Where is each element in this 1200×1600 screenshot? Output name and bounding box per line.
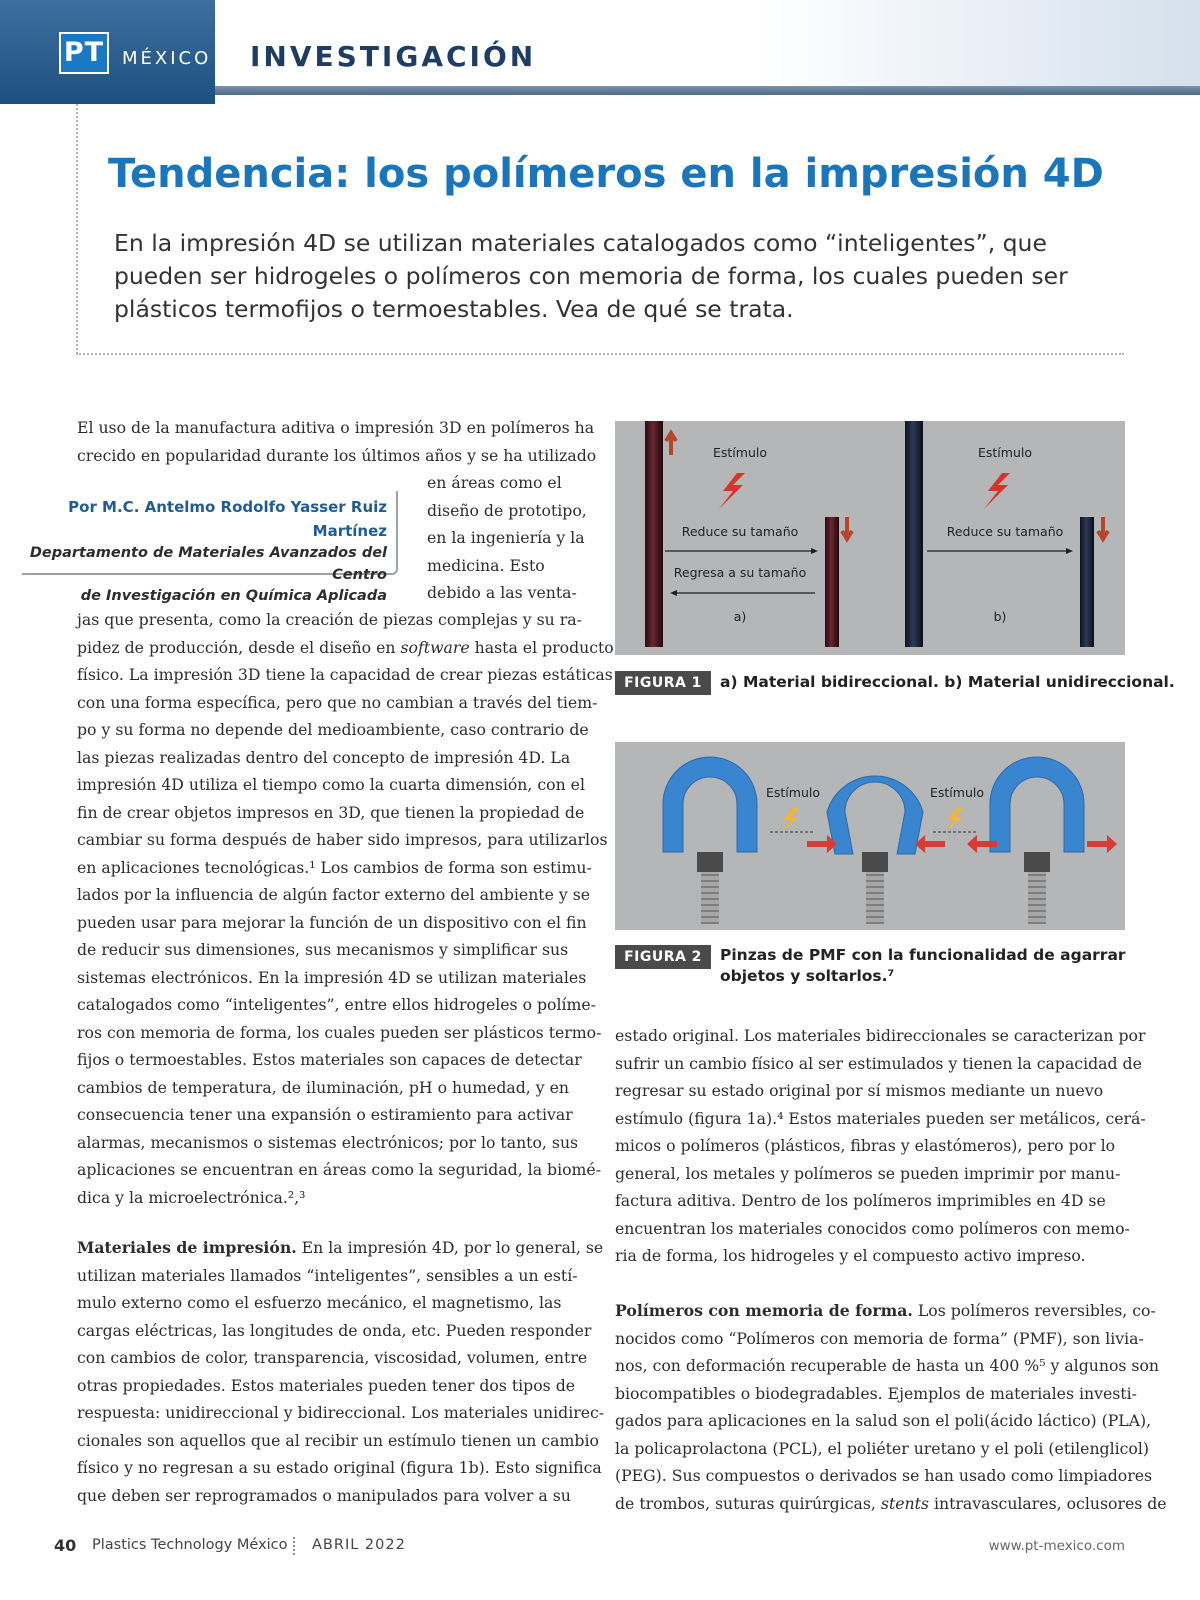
text-run: En la impresión 4D, por lo general, se xyxy=(296,1238,604,1257)
lightning-bolt-icon xyxy=(719,473,745,509)
stimulus-label-b: Estímulo xyxy=(977,445,1033,460)
text-line: las piezas realizadas dentro del concepto de impresión 4D. La xyxy=(77,747,571,767)
text-line: (PEG). Sus compuestos o derivados se han usado como limpiadores xyxy=(615,1466,1153,1485)
text-line xyxy=(77,634,614,662)
lightning-bolt-icon xyxy=(781,808,799,832)
section-heading-materiales: Materiales de impresión. xyxy=(77,1238,297,1257)
text-run: intravasculares, oclusores de xyxy=(929,1493,1167,1513)
header-rule xyxy=(215,86,1200,95)
panel-label-a: a) xyxy=(733,609,747,624)
text-run: pidez de producción, desde el diseño en xyxy=(77,637,401,657)
issue-date: ABRIL 2022 xyxy=(312,1537,406,1553)
text-run: Los polímeros reversibles, co- xyxy=(912,1301,1156,1320)
gripper-open-2 xyxy=(990,757,1084,852)
rod-short-b xyxy=(1080,517,1094,647)
figure-2-illustration xyxy=(615,742,1125,930)
text-line: mulo externo como el esfuerzo mecánico, el magnetismo, las xyxy=(77,1293,562,1312)
body-section-pmf xyxy=(615,1297,1167,1517)
section-label: INVESTIGACIÓN xyxy=(250,40,537,73)
body-col1-main xyxy=(77,606,614,1211)
brand-country: MÉXICO xyxy=(122,48,212,69)
lightning-bolt-icon xyxy=(984,473,1010,509)
byline-dept-2: de Investigación en Química Aplicada xyxy=(80,588,387,604)
text-line: fijos o termoestables. Estos materiales son capaces de detectar xyxy=(77,1050,582,1069)
title-divider-vertical xyxy=(76,104,78,354)
body-col2-top xyxy=(615,1022,1146,1270)
text-line: nocidos como “Polímeros con memoria de forma” (PMF), son livia- xyxy=(615,1328,1144,1348)
arrow-right-icon xyxy=(811,548,818,554)
text-line: físico. La impresión 3D tiene la capacidad de crear piezas estáticas xyxy=(77,665,613,684)
rod-short-a xyxy=(825,517,839,647)
text-line: en la ingeniería y la xyxy=(427,528,585,547)
text-line: en áreas como el xyxy=(427,473,562,492)
text-line: con cambios de color, transparencia, viscosidad, volumen, entre xyxy=(77,1348,588,1367)
rod-tall-b xyxy=(905,421,923,647)
figure-2-tag: FIGURA 2 xyxy=(615,945,711,969)
caption-line: objetos y soltarlos.⁷ xyxy=(720,967,895,985)
lightning-bolt-icon xyxy=(945,808,963,832)
body-section-materiales xyxy=(77,1234,604,1509)
screw-thread xyxy=(701,872,719,924)
caption-line: Pinzas de PMF con la funcionalidad de agarrar xyxy=(720,946,1126,964)
screw-thread xyxy=(866,872,884,924)
text-line: estímulo (figura 1a).⁴ Estos materiales pueden ser metálicos, cerá- xyxy=(615,1108,1146,1128)
stimulus-label-1: Estímulo xyxy=(765,785,821,800)
text-line: diseño de prototipo, xyxy=(427,500,587,520)
text-line: pueden usar para mejorar la función de un dispositivo con el fin xyxy=(77,912,587,932)
text-line: cambiar su forma después de haber sido impresos, para utilizarlos xyxy=(77,830,608,849)
figure-2-caption xyxy=(720,945,1126,987)
text-line: regresar su estado original por sí mismos mediante un nuevo xyxy=(615,1081,1104,1100)
arrow-up-icon xyxy=(666,433,676,455)
footer-separator xyxy=(293,1537,295,1555)
text-line: la policaprolactona (PCL), el poliéter uretano y el poli (etilenglicol) xyxy=(615,1438,1150,1458)
text-line: consecuencia tener una expansión o estiramiento para activar xyxy=(77,1105,573,1124)
text-run: hasta el producto xyxy=(469,637,614,657)
screw-head xyxy=(697,852,723,872)
article-title: Tendencia: los polímeros en la impresión 4D xyxy=(108,151,1104,197)
title-divider-horizontal xyxy=(76,353,1124,355)
text-line: debido a las venta- xyxy=(427,583,577,602)
screw-head xyxy=(1024,852,1050,872)
text-line: impresión 4D utiliza el tiempo como la cuarta dimensión, con el xyxy=(77,775,585,794)
figure-1-tag: FIGURA 1 xyxy=(615,671,711,695)
brand-block xyxy=(0,0,215,104)
gripper-open-1 xyxy=(663,757,757,852)
text-line: respuesta: unidireccional y bidireccional. Los materiales unidirec- xyxy=(77,1403,605,1422)
text-line: físico y no regresan a su estado original (figura 1b). Esto significa xyxy=(77,1458,602,1477)
text-line: micos o polímeros (plásticos, fibras y elastómeros), pero por lo xyxy=(615,1136,1116,1155)
text-line: aplicaciones se encuentran en áreas como la seguridad, la biomé- xyxy=(77,1160,601,1179)
text-line: otras propiedades. Estos materiales pueden tener dos tipos de xyxy=(77,1375,576,1395)
body-col1-top xyxy=(77,414,596,469)
text-line: estado original. Los materiales bidireccionales se caracterizan por xyxy=(615,1026,1146,1045)
stimulus-label-2: Estímulo xyxy=(929,785,985,800)
arrow-left-icon xyxy=(670,590,677,596)
text-line: biocompatibles o biodegradables. Ejemplos de materiales investi- xyxy=(615,1383,1137,1403)
text-line: catalogados como “inteligentes”, entre ellos hidrogeles o políme- xyxy=(77,995,596,1014)
text-line: lados por la influencia de algún factor externo del ambiente y se xyxy=(77,885,591,904)
text-line: de reducir sus dimensiones, sus mecanismos y simplificar sus xyxy=(77,940,569,959)
text-run: de trombos, suturas quirúrgicas, xyxy=(615,1493,881,1513)
arrow-down-icon xyxy=(1098,517,1108,539)
arrow-left-icon xyxy=(915,835,945,853)
figure-2-image xyxy=(615,742,1125,930)
arrow-down-icon xyxy=(842,517,852,539)
text-line: factura aditiva. Dentro de los polímeros imprimibles en 4D se xyxy=(615,1191,1106,1210)
reduce-label-a: Reduce su tamaño xyxy=(681,524,799,539)
text-run-italic: software xyxy=(400,637,470,657)
text-line: fin de crear objetos impresos en 3D, que tienen la propiedad de xyxy=(77,802,585,822)
text-run-italic: stents xyxy=(880,1493,929,1513)
article-dek: En la impresión 4D se utilizan materiales catalogados como “inteligentes”, que pueden ser hidrogeles o polímeros con memoria de forma, los cuales pueden ser plásticos termofijos o termoestables. Vea de qué se trata. xyxy=(114,229,1068,323)
body-col1-wrap xyxy=(427,469,587,607)
screw-thread xyxy=(1028,872,1046,924)
text-line: jas que presenta, como la creación de piezas complejas y su ra- xyxy=(77,610,582,629)
text-line: cargas eléctricas, las longitudes de onda, etc. Pueden responder xyxy=(77,1320,592,1340)
text-line: nos, con deformación recuperable de hasta un 400 %⁵ y algunos son xyxy=(615,1356,1160,1375)
figure-1-illustration xyxy=(615,421,1125,655)
text-line: El uso de la manufactura aditiva o impresión 3D en polímeros ha xyxy=(77,418,595,437)
text-line: sistemas electrónicos. En la impresión 4D se utilizan materiales xyxy=(77,967,587,987)
pt-logo: PT xyxy=(59,32,109,74)
text-line: general, los metales y polímeros se pueden imprimir por manu- xyxy=(615,1163,1121,1183)
rod-tall-a xyxy=(645,421,663,647)
text-line: cambios de temperatura, de iluminación, pH o humedad, y en xyxy=(77,1077,570,1097)
text-line: gados para aplicaciones en la salud son el poli(ácido láctico) (PLA), xyxy=(615,1411,1152,1430)
figure-1-caption: a) Material bidireccional. b) Material unidireccional. xyxy=(720,673,1175,691)
screw-head xyxy=(862,852,888,872)
text-line xyxy=(615,1297,1167,1325)
text-line: que deben ser reprogramados o manipulados para volver a su xyxy=(77,1485,571,1505)
text-line: encuentran los materiales conocidos como polímeros con memo- xyxy=(615,1218,1130,1238)
text-line: crecido en popularidad durante los últimos años y se ha utilizado xyxy=(77,445,597,465)
website-link[interactable]: www.pt-mexico.com xyxy=(988,1538,1125,1554)
text-line: alarmas, mecanismos o sistemas electrónicos; por lo tanto, sus xyxy=(77,1132,579,1152)
page-number: 40 xyxy=(54,1536,77,1555)
reduce-label-b: Reduce su tamaño xyxy=(946,524,1064,539)
panel-label-b: b) xyxy=(993,609,1007,624)
text-line: po y su forma no depende del medioambiente, caso contrario de xyxy=(77,720,589,739)
returns-label-a: Regresa a su tamaño xyxy=(673,565,807,580)
byline-author: Por M.C. Antelmo Rodolfo Yasser Ruiz Martínez xyxy=(68,498,387,540)
byline-dept-1: Departamento de Materiales Avanzados del Centro xyxy=(29,545,387,583)
text-line xyxy=(77,1234,604,1262)
text-line: cionales son aquellos que al recibir un estímulo tienen un cambio xyxy=(77,1430,599,1450)
arrow-right-icon xyxy=(1066,548,1073,554)
text-line: sufrir un cambio físico al ser estimulados y tienen la capacidad de xyxy=(615,1053,1142,1073)
arrow-right-icon xyxy=(1087,835,1117,853)
text-line: en aplicaciones tecnológicas.¹ Los cambios de forma son estimu- xyxy=(77,857,592,877)
text-line: utilizan materiales llamados “inteligentes”, sensibles a un estí- xyxy=(77,1265,578,1285)
text-line: con una forma específica, pero que no cambian a través del tiem- xyxy=(77,692,598,712)
publication-name: Plastics Technology México xyxy=(92,1537,288,1553)
text-line: ria de forma, los hidrogeles y el compuesto activo impreso. xyxy=(615,1246,1086,1265)
figure-1-image xyxy=(615,421,1125,655)
text-line: medicina. Esto xyxy=(427,555,545,575)
byline-box xyxy=(22,491,398,604)
text-line: dica y la microelectrónica.²,³ xyxy=(77,1187,306,1207)
text-line: ros con memoria de forma, los cuales pueden ser plásticos termo- xyxy=(77,1022,602,1042)
stimulus-label-a: Estímulo xyxy=(712,445,768,460)
text-line xyxy=(615,1490,1167,1518)
section-heading-pmf: Polímeros con memoria de forma. xyxy=(615,1301,913,1320)
gripper-closed xyxy=(827,776,923,854)
